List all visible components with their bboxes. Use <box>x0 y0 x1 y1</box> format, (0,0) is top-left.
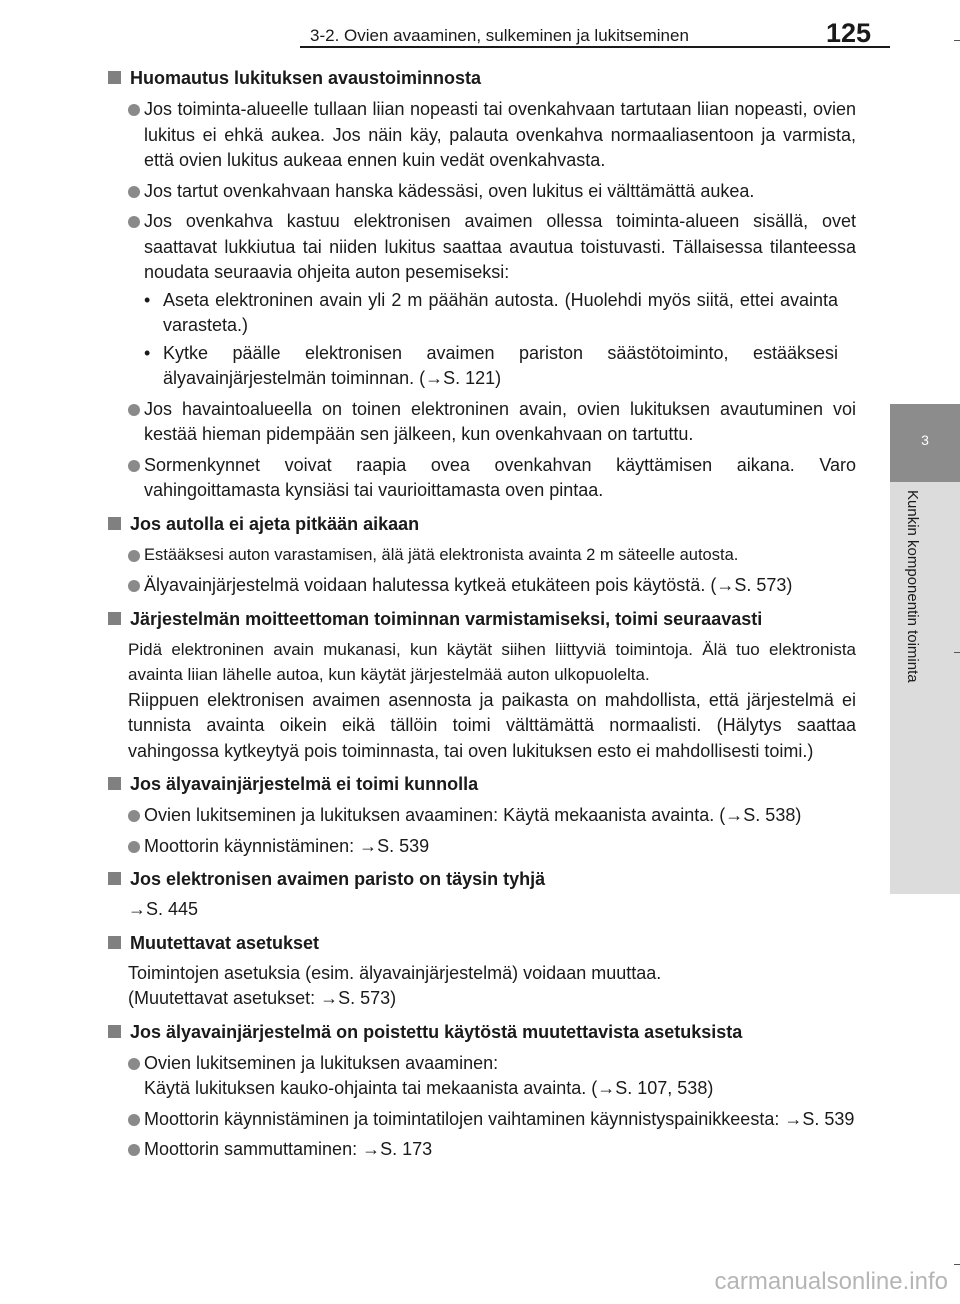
sub-list-item: • Kytke päälle elektronisen avaimen pariston säästötoiminto, estääksesi älyavainjärjestelmän toiminnan. (→S. 121) <box>144 342 838 388</box>
sub-list-item: • Aseta elektroninen avain yli 2 m päähän autosta. (Huolehdi myös siitä, ettei avainta varasteta.) <box>144 289 838 335</box>
square-bullet-icon <box>108 777 121 790</box>
edge-tick <box>954 652 960 653</box>
round-bullet-icon <box>128 550 140 562</box>
round-bullet-icon <box>128 580 140 592</box>
round-bullet-icon <box>128 216 140 228</box>
round-bullet-icon <box>128 1114 140 1126</box>
square-bullet-icon <box>108 872 121 885</box>
square-bullet-icon <box>108 71 121 84</box>
section-heading: Jos älyavainjärjestelmä ei toimi kunnolla <box>108 770 856 798</box>
list-item: Sormenkynnet voivat raapia ovea ovenkahvan käyttämisen aikana. Varo vahingoittamasta kynsiäsi tai vaurioittamasta oven pintaa. <box>108 453 856 504</box>
edge-tick <box>954 40 960 41</box>
header-rule <box>300 46 890 48</box>
list-item: Moottorin käynnistäminen ja toimintatilojen vaihtaminen käynnistyspainikkeesta: →S. 539 <box>108 1107 856 1133</box>
small-bullet-icon: • <box>144 289 151 310</box>
paragraph: Toimintojen asetuksia (esim. älyavainjärjestelmä) voidaan muuttaa. <box>128 962 662 983</box>
watermark: carmanualsonline.info <box>714 1268 948 1295</box>
section-header-title: 3-2. Ovien avaaminen, sulkeminen ja lukitseminen <box>310 26 689 45</box>
round-bullet-icon <box>128 404 140 416</box>
round-bullet-icon <box>128 186 140 198</box>
section-heading: Jos älyavainjärjestelmä on poistettu käytöstä muutettavista asetuksista <box>108 1018 856 1046</box>
list-item: Jos havaintoalueella on toinen elektroninen avain, ovien lukituksen avautuminen voi kestää hieman pidempään sen jälkeen, kun ovenkahvaan on tartuttu. <box>108 397 856 448</box>
list-item: Älyavainjärjestelmä voidaan halutessa kytkeä etukäteen pois käytöstä. (→S. 573) <box>108 573 856 599</box>
section-heading: Järjestelmän moitteettoman toiminnan varmistamiseksi, toimi seuraavasti <box>108 605 856 633</box>
square-bullet-icon <box>108 517 121 530</box>
chapter-title-vertical: Kunkin komponentin toiminta <box>904 490 921 683</box>
list-item: Ovien lukitseminen ja lukituksen avaaminen: Käytä mekaanista avainta. (→S. 538) <box>108 803 856 829</box>
round-bullet-icon <box>128 104 140 116</box>
page-number: 125 <box>826 18 872 48</box>
chapter-tab <box>890 404 960 482</box>
paragraph: (Muutettavat asetukset: →S. 573) <box>128 988 397 1008</box>
square-bullet-icon <box>108 936 121 949</box>
paragraph: Pidä elektroninen avain mukanasi, kun käytät siihen liittyviä toimintoja. Älä tuo elektronista avainta liian lähelle autoa, kun käytät järjestelmää auton ulkopuolelta. <box>128 639 856 684</box>
list-item: Ovien lukitseminen ja lukituksen avaaminen: Käytä lukituksen kauko-ohjainta tai mekaanista avainta. (→S. 107, 538) <box>108 1051 856 1102</box>
round-bullet-icon <box>128 810 140 822</box>
list-item: Estääksesi auton varastamisen, älä jätä elektronista avainta 2 m säteelle autosta. <box>108 543 856 569</box>
section-heading: Huomautus lukituksen avaustoiminnosta <box>108 64 856 92</box>
edge-tick <box>954 1264 960 1265</box>
list-item: Jos tartut ovenkahvaan hanska kädessäsi, oven lukitus ei välttämättä aukea. <box>108 179 856 205</box>
round-bullet-icon <box>128 460 140 472</box>
section-heading: Muutettavat asetukset <box>108 929 856 957</box>
small-bullet-icon: • <box>144 342 151 363</box>
chapter-side-band <box>890 482 960 894</box>
paragraph: Riippuen elektronisen avaimen asennosta ja paikasta on mahdollista, että järjestelmä ei tunnista avainta oikein eikä tällöin toimi välttämättä normaalisti. (Hälytys saattaa vahingossa kytkeytyä pois toiminnasta, tai oven lukituksen esto ei mahdollisesti toimi.) <box>128 689 856 761</box>
section-heading: Jos elektronisen avaimen paristo on täysin tyhjä <box>108 865 856 893</box>
list-item: Moottorin käynnistäminen: →S. 539 <box>108 834 856 860</box>
chapter-number: 3 <box>921 432 929 448</box>
list-item: Jos toiminta-alueelle tullaan liian nopeasti tai ovenkahvaan tartutaan liian nopeasti, ovien lukitus ei ehkä aukea. Jos näin käy, palauta ovenkahva normaaliasentoon ja varmista, että ovien lukitus aukeaa ennen kuin vedät ovenkahvasta. <box>108 97 856 174</box>
section-heading: Jos autolla ei ajeta pitkään aikaan <box>108 510 856 538</box>
square-bullet-icon <box>108 612 121 625</box>
list-item: Moottorin sammuttaminen: →S. 173 <box>108 1137 856 1163</box>
paragraph: →S. 445 <box>128 899 199 919</box>
square-bullet-icon <box>108 1025 121 1038</box>
page-content <box>108 64 856 1163</box>
list-item: Jos ovenkahva kastuu elektronisen avaimen ollessa toiminta-alueen sisällä, ovet saattavat lukkiutua tai niiden lukitus saattaa avautua toistuvasti. Tällaisessa tilanteessa noudata seuraavia ohjeita auton pesemiseksi: <box>108 209 856 286</box>
round-bullet-icon <box>128 1058 140 1070</box>
round-bullet-icon <box>128 841 140 853</box>
round-bullet-icon <box>128 1144 140 1156</box>
